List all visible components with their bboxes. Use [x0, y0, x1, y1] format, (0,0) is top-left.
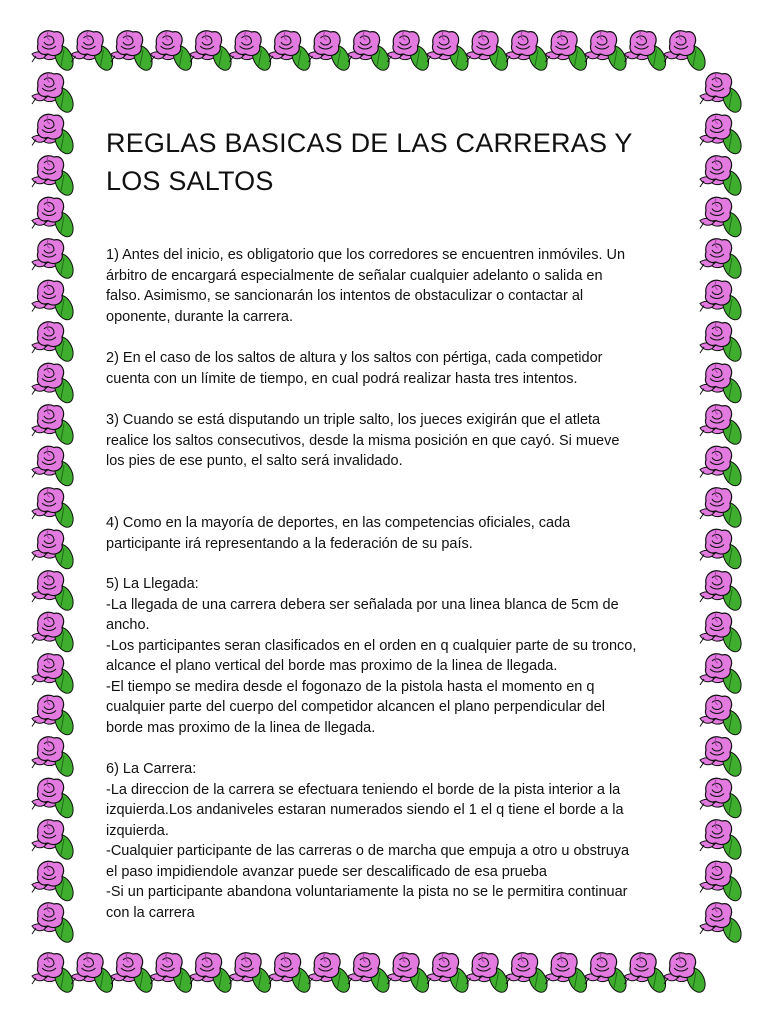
text-line: -Los participantes seran clasificados en el orden en q cualquier parte de su tronco, [106, 637, 637, 654]
rose-icon [585, 31, 630, 73]
rose-icon [700, 571, 745, 613]
text-line: 6) La Carrera: [106, 761, 197, 777]
rose-icon [625, 31, 670, 73]
text-line: árbitro de encargará especialmente de señalar cualquier adelanto o salida en [106, 267, 603, 284]
text-line: izquierda.Los andaniveles estaran numerados siendo el 1 el q tiene el borde a la [106, 802, 624, 818]
text-line: 3) Cuando se está disputando un triple salto, los jueces exigirán que el atleta [106, 412, 601, 428]
rose-icon [111, 31, 156, 73]
rose-icon [32, 31, 77, 73]
rose-icon [151, 953, 196, 995]
rose-icon [151, 31, 196, 73]
rose-icon [700, 239, 745, 281]
text-line: oponente, durante la carrera. [106, 308, 294, 325]
rose-icon [309, 31, 354, 73]
rose-icon [700, 529, 745, 571]
rose-border-left [32, 73, 77, 945]
rose-icon [664, 953, 709, 995]
text-line: -Cualquier participante de las carreras o de marcha que empuja a otro u obstruya [106, 843, 630, 859]
text-line: -Si un participante abandona voluntariamente la pista no se le permitira continuar [106, 884, 628, 900]
text-line: cualquier parte del cuerpo del competidor alcancen el plano perpendicular del [106, 699, 605, 715]
rose-icon [32, 903, 77, 945]
rule-4-paragraph [106, 513, 666, 554]
rose-icon [32, 654, 77, 696]
text-line: falso. Asimismo, se sancionarán los intentos de obstaculizar o contactar al [106, 288, 584, 304]
rose-icon [230, 31, 275, 73]
rose-icon [427, 31, 472, 73]
rose-icon [427, 953, 472, 995]
rose-icon [585, 953, 630, 995]
text-line: izquierda. [106, 822, 169, 839]
rose-icon [111, 953, 156, 995]
text-line: -El tiempo se medira desde el fogonazo de la pistola hasta el momento en q [106, 678, 595, 695]
rose-icon [32, 778, 77, 820]
rose-icon [32, 446, 77, 488]
rose-icon [625, 953, 670, 995]
rule-6-paragraph [106, 759, 666, 923]
rose-icon [32, 612, 77, 654]
rose-border-bottom [32, 953, 709, 995]
rose-icon [700, 488, 745, 530]
rose-icon [700, 73, 745, 115]
rose-icon [32, 239, 77, 281]
rose-icon [32, 861, 77, 903]
rose-icon [32, 73, 77, 115]
text-line: ancho. [106, 617, 150, 633]
text-line: participante irá representando a la federación de su país. [106, 535, 473, 552]
rose-icon [309, 953, 354, 995]
rose-icon [506, 31, 551, 73]
rose-icon [506, 953, 551, 995]
rose-icon [190, 31, 235, 73]
rose-icon [700, 903, 745, 945]
text-line: cuenta con un límite de tiempo, en cual podrá realizar hasta tres intentos. [106, 370, 578, 387]
rose-icon [72, 953, 117, 995]
rose-icon [700, 654, 745, 696]
text-line: con la carrera [106, 904, 195, 921]
rose-icon [32, 695, 77, 737]
rose-icon [269, 31, 314, 73]
rose-border-right [700, 73, 745, 945]
rose-icon [700, 820, 745, 862]
rose-icon [348, 953, 393, 995]
rose-icon [700, 405, 745, 447]
rose-icon [700, 612, 745, 654]
rose-icon [467, 31, 512, 73]
rose-icon [32, 405, 77, 447]
rose-icon [269, 953, 314, 995]
rose-icon [32, 953, 77, 995]
rose-icon [32, 529, 77, 571]
rose-icon [388, 953, 433, 995]
rose-icon [32, 280, 77, 322]
rule-2-paragraph [106, 348, 666, 389]
text-line: 1) Antes del inicio, es obligatorio que los corredores se encuentren inmóviles. Un [106, 247, 626, 263]
rose-icon [700, 778, 745, 820]
text-line: 4) Como en la mayoría de deportes, en las competencias oficiales, cada [106, 515, 571, 531]
title-line: LOS SALTOS [106, 166, 274, 196]
rose-icon [32, 820, 77, 862]
rose-icon [32, 363, 77, 405]
rose-icon [32, 571, 77, 613]
rose-icon [546, 31, 591, 73]
rule-5-paragraph [106, 574, 666, 738]
rose-icon [32, 488, 77, 530]
text-line: -La direccion de la carrera se efectuara teniendo el borde de la pista interior a la [106, 781, 621, 798]
rose-icon [700, 322, 745, 364]
rose-icon [664, 31, 709, 73]
text-line: 2) En el caso de los saltos de altura y los saltos con pértiga, cada competidor [106, 350, 603, 366]
rose-icon [546, 953, 591, 995]
rose-icon [700, 695, 745, 737]
text-line: realice los saltos consecutivos, desde la misma posición en que cayó. Si mueve [106, 432, 620, 449]
rose-icon [700, 363, 745, 405]
rule-3-paragraph [106, 410, 666, 472]
rose-icon [700, 156, 745, 198]
rose-icon [190, 953, 235, 995]
rose-icon [32, 322, 77, 364]
rose-icon [32, 737, 77, 779]
rose-icon [700, 114, 745, 156]
rose-icon [32, 156, 77, 198]
rose-icon [700, 446, 745, 488]
rule-1-paragraph [106, 245, 666, 327]
rose-icon [348, 31, 393, 73]
title-line: REGLAS BASICAS DE LAS CARRERAS Y [106, 128, 633, 158]
rose-icon [467, 953, 512, 995]
rose-icon [700, 280, 745, 322]
document-title [106, 124, 666, 200]
rose-border-top [32, 31, 709, 73]
rose-icon [32, 114, 77, 156]
rose-icon [700, 861, 745, 903]
text-line: -La llegada de una carrera debera ser señalada por una linea blanca de 5cm de [106, 596, 619, 613]
rose-icon [388, 31, 433, 73]
rose-icon [72, 31, 117, 73]
text-line: 5) La Llegada: [106, 576, 199, 592]
text-line: los pies de ese punto, el salto será invalidado. [106, 453, 403, 469]
rose-icon [700, 737, 745, 779]
text-line: borde mas proximo de la linea de llegada. [106, 719, 376, 736]
rose-icon [700, 197, 745, 239]
text-line: alcance el plano vertical del borde mas proximo de la linea de llegada. [106, 658, 558, 674]
rose-icon [230, 953, 275, 995]
rose-icon [32, 197, 77, 239]
text-line: el paso impidiendole avanzar puede ser descalificado de esa prueba [106, 863, 547, 880]
